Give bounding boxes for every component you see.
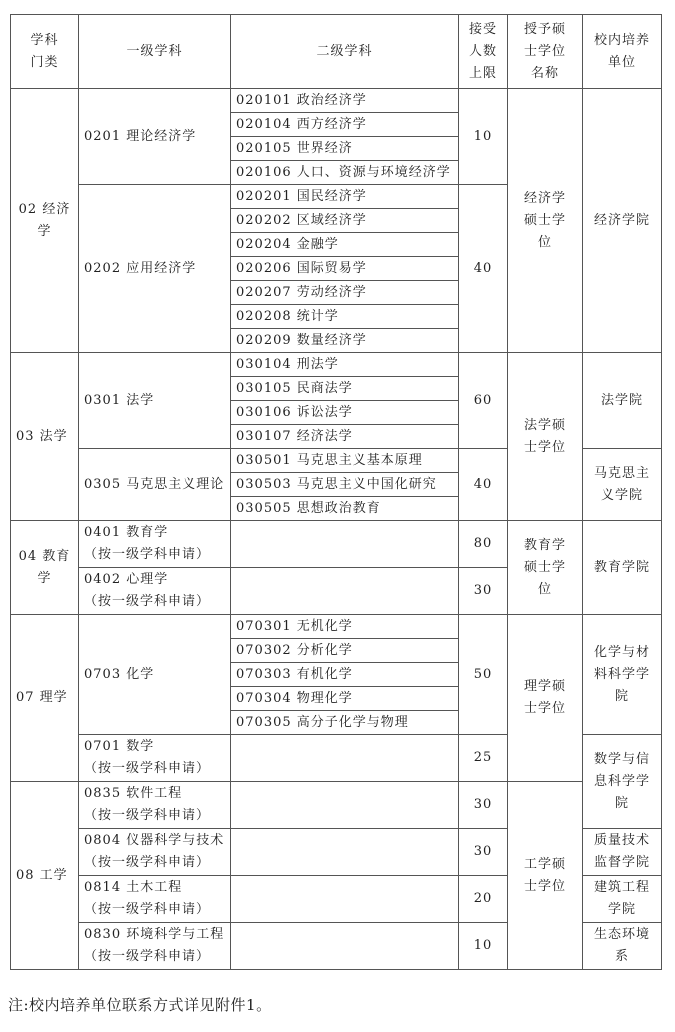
degree-cell: 工学硕 士学位 (508, 782, 583, 970)
header-degree: 授予硕 士学位 名称 (508, 15, 583, 89)
second-discipline-cell: 030505 思想政治教育 (231, 497, 459, 521)
quota-cell: 40 (459, 449, 508, 521)
second-discipline-cell: 070303 有机化学 (231, 663, 459, 687)
unit-cell: 化学与材 料科学学 院 (583, 615, 662, 735)
unit-cell: 生态环境 系 (583, 923, 662, 970)
header-quota: 接受 人数 上限 (459, 15, 508, 89)
first-discipline-cell: 0814 土木工程 （按一级学科申请） (79, 876, 231, 923)
unit-cell: 法学院 (583, 353, 662, 449)
second-discipline-cell: 070304 物理化学 (231, 687, 459, 711)
second-discipline-cell: 020206 国际贸易学 (231, 257, 459, 281)
second-discipline-cell: 020101 政治经济学 (231, 89, 459, 113)
first-discipline-cell: 0830 环境科学与工程 （按一级学科申请） (79, 923, 231, 970)
header-first-discipline: 一级学科 (79, 15, 231, 89)
category-cell: 03 法学 (11, 353, 79, 521)
first-discipline-cell: 0301 法学 (79, 353, 231, 449)
second-discipline-cell: 070302 分析化学 (231, 639, 459, 663)
second-discipline-cell: 020204 金融学 (231, 233, 459, 257)
second-discipline-cell (231, 829, 459, 876)
table-row (11, 615, 662, 639)
second-discipline-cell (231, 876, 459, 923)
quota-cell: 10 (459, 923, 508, 970)
header-unit: 校内培养 单位 (583, 15, 662, 89)
second-discipline-cell: 030106 诉讼法学 (231, 401, 459, 425)
second-discipline-cell: 020201 国民经济学 (231, 185, 459, 209)
first-discipline-cell: 0202 应用经济学 (79, 185, 231, 353)
second-discipline-cell: 030503 马克思主义中国化研究 (231, 473, 459, 497)
quota-cell: 30 (459, 782, 508, 829)
table-row (11, 89, 662, 113)
header-category: 学科 门类 (11, 15, 79, 89)
unit-cell: 马克思主 义学院 (583, 449, 662, 521)
second-discipline-cell (231, 735, 459, 782)
first-discipline-cell: 0401 教育学 （按一级学科申请） (79, 521, 231, 568)
category-cell: 07 理学 (11, 615, 79, 782)
header-second-discipline: 二级学科 (231, 15, 459, 89)
second-discipline-cell: 030107 经济法学 (231, 425, 459, 449)
table-container (10, 14, 662, 970)
second-discipline-cell: 030105 民商法学 (231, 377, 459, 401)
second-discipline-cell: 030104 刑法学 (231, 353, 459, 377)
quota-cell: 25 (459, 735, 508, 782)
first-discipline-cell: 0703 化学 (79, 615, 231, 735)
quota-cell: 50 (459, 615, 508, 735)
unit-cell: 经济学院 (583, 89, 662, 353)
quota-cell: 60 (459, 353, 508, 449)
second-discipline-cell: 020104 西方经济学 (231, 113, 459, 137)
quota-cell: 40 (459, 185, 508, 353)
second-discipline-cell (231, 782, 459, 829)
second-discipline-cell (231, 568, 459, 615)
quota-cell: 20 (459, 876, 508, 923)
unit-cell: 教育学院 (583, 521, 662, 615)
degree-cell: 经济学 硕士学 位 (508, 89, 583, 353)
first-discipline-cell: 0201 理论经济学 (79, 89, 231, 185)
second-discipline-cell (231, 521, 459, 568)
first-discipline-cell: 0804 仪器科学与技术 （按一级学科申请） (79, 829, 231, 876)
second-discipline-cell: 070305 高分子化学与物理 (231, 711, 459, 735)
second-discipline-cell (231, 923, 459, 970)
second-discipline-cell: 020105 世界经济 (231, 137, 459, 161)
unit-cell: 质量技术 监督学院 (583, 829, 662, 876)
discipline-table (10, 14, 662, 970)
first-discipline-cell: 0701 数学 （按一级学科申请） (79, 735, 231, 782)
category-cell: 08 工学 (11, 782, 79, 970)
second-discipline-cell: 020202 区域经济学 (231, 209, 459, 233)
second-discipline-cell: 030501 马克思主义基本原理 (231, 449, 459, 473)
table-row (11, 353, 662, 377)
second-discipline-cell: 020106 人口、资源与环境经济学 (231, 161, 459, 185)
degree-cell: 法学硕 士学位 (508, 353, 583, 521)
quota-cell: 30 (459, 568, 508, 615)
second-discipline-cell: 020209 数量经济学 (231, 329, 459, 353)
second-discipline-cell: 070301 无机化学 (231, 615, 459, 639)
first-discipline-cell: 0305 马克思主义理论 (79, 449, 231, 521)
first-discipline-cell: 0402 心理学 （按一级学科申请） (79, 568, 231, 615)
degree-cell: 理学硕 士学位 (508, 615, 583, 782)
table-row (11, 521, 662, 568)
category-cell: 04 教育 学 (11, 521, 79, 615)
unit-cell: 建筑工程 学院 (583, 876, 662, 923)
category-cell: 02 经济 学 (11, 89, 79, 353)
degree-cell: 教育学 硕士学 位 (508, 521, 583, 615)
unit-cell: 数学与信 息科学学 院 (583, 735, 662, 829)
header-row (11, 15, 662, 89)
second-discipline-cell: 020207 劳动经济学 (231, 281, 459, 305)
quota-cell: 80 (459, 521, 508, 568)
quota-cell: 10 (459, 89, 508, 185)
second-discipline-cell: 020208 统计学 (231, 305, 459, 329)
quota-cell: 30 (459, 829, 508, 876)
first-discipline-cell: 0835 软件工程 （按一级学科申请） (79, 782, 231, 829)
table-row (11, 782, 662, 829)
footnote: 注:校内培养单位联系方式详见附件1。 (8, 996, 272, 1014)
